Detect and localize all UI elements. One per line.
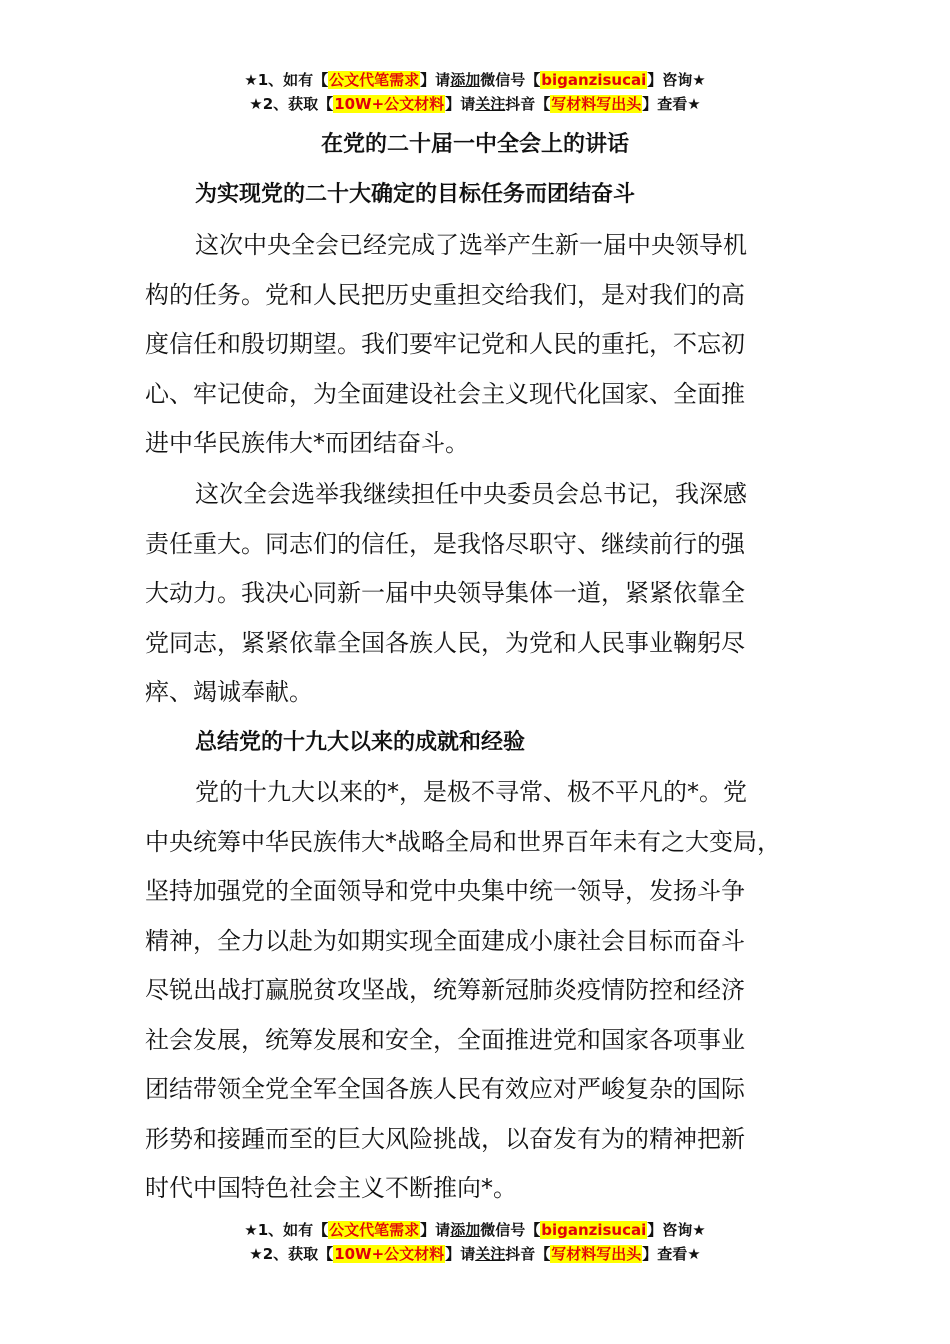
text-line: 中央统筹中华民族伟大*战略全局和世界百年未有之大变局，	[145, 827, 781, 856]
text-line: 党同志，紧紧依靠全国各族人民，为党和人民事业鞠躬尽	[145, 628, 745, 657]
text-line: 心、牢记使命，为全面建设社会主义现代化国家、全面推	[145, 379, 745, 408]
banner-line-1	[0, 1218, 950, 1242]
banner-line-2	[0, 1242, 950, 1266]
banner-highlight: 10W+公文材料	[334, 95, 445, 113]
banner-text: 微信号【	[480, 1221, 541, 1239]
banner-text: 微信号【	[480, 71, 541, 89]
banner-highlight: 公文代笔需求	[329, 71, 420, 89]
banner-highlight: biganzisucai	[541, 1221, 647, 1239]
banner-text: ★2、获取【	[249, 95, 334, 113]
banner-text: ★1、如有【	[244, 71, 329, 89]
text-line: 社会发展，统筹发展和安全，全面推进党和国家各项事业	[145, 1025, 745, 1054]
text-line: 瘁、竭诚奉献。	[145, 678, 313, 706]
text-line: 形势和接踵而至的巨大风险挑战，以奋发有为的精神把新	[145, 1124, 745, 1153]
banner-text: 】请	[445, 1245, 476, 1263]
banner-underline: 关注	[475, 95, 506, 113]
banner-text: 】咨询★	[647, 71, 706, 89]
banner-highlight: 写材料写出头	[551, 1245, 642, 1263]
banner-text: ★2、获取【	[249, 1245, 334, 1263]
text-line: 时代中国特色社会主义不断推向*。	[145, 1174, 517, 1202]
text-line: 大动力。我决心同新一届中央领导集体一道，紧紧依靠全	[145, 579, 745, 607]
text-line: 这次中央全会已经完成了选举产生新一届中央领导机	[195, 231, 747, 259]
text-line: 构的任务。党和人民把历史重担交给我们，是对我们的高	[145, 280, 745, 309]
section-heading-2: 总结党的十九大以来的成就和经验	[195, 730, 526, 755]
bottom-banner	[0, 1218, 950, 1266]
top-banner	[0, 68, 950, 116]
banner-text: ★1、如有【	[244, 1221, 329, 1239]
banner-text: 】咨询★	[647, 1221, 706, 1239]
banner-text: 】请	[420, 1221, 451, 1239]
paragraph-2	[145, 470, 835, 718]
banner-highlight: 10W+公文材料	[334, 1245, 445, 1263]
paragraph-3	[145, 768, 835, 1214]
banner-highlight: 写材料写出头	[551, 95, 642, 113]
banner-text: 】请	[420, 71, 451, 89]
banner-line-1	[0, 68, 950, 92]
page-title: 在党的二十届一中全会上的讲话	[320, 132, 629, 157]
text-line: 精神，全力以赴为如期实现全面建成小康社会目标而奋斗	[145, 926, 745, 955]
text-line: 这次全会选举我继续担任中央委员会总书记，我深感	[195, 480, 747, 508]
banner-text: 抖音【	[505, 1245, 551, 1263]
text-line: 坚持加强党的全面领导和党中央集中统一领导，发扬斗争	[145, 877, 745, 905]
text-line: 责任重大。同志们的信任，是我恪尽职守、继续前行的强	[145, 529, 745, 558]
text-line: 度信任和殷切期望。我们要牢记党和人民的重托，不忘初	[145, 330, 745, 358]
banner-text: 】查看★	[642, 95, 701, 113]
section-heading-1: 为实现党的二十大确定的目标任务而团结奋斗	[195, 182, 636, 207]
banner-highlight: 公文代笔需求	[329, 1221, 420, 1239]
text-line: 团结带领全党全军全国各族人民有效应对严峻复杂的国际	[145, 1075, 745, 1103]
text-line: 尽锐出战打赢脱贫攻坚战，统筹新冠肺炎疫情防控和经济	[145, 976, 745, 1004]
text-line: 党的十九大以来的*，是极不寻常、极不平凡的*。党	[195, 778, 747, 806]
text-line: 进中华民族伟大*而团结奋斗。	[145, 429, 469, 457]
banner-text: 抖音【	[505, 95, 551, 113]
paragraph-1	[145, 221, 835, 469]
banner-text: 】请	[445, 95, 476, 113]
banner-underline: 关注	[475, 1245, 506, 1263]
banner-line-2	[0, 92, 950, 116]
banner-highlight: biganzisucai	[541, 71, 647, 89]
banner-underline: 添加	[450, 71, 481, 89]
banner-underline: 添加	[450, 1221, 481, 1239]
banner-text: 】查看★	[642, 1245, 701, 1263]
